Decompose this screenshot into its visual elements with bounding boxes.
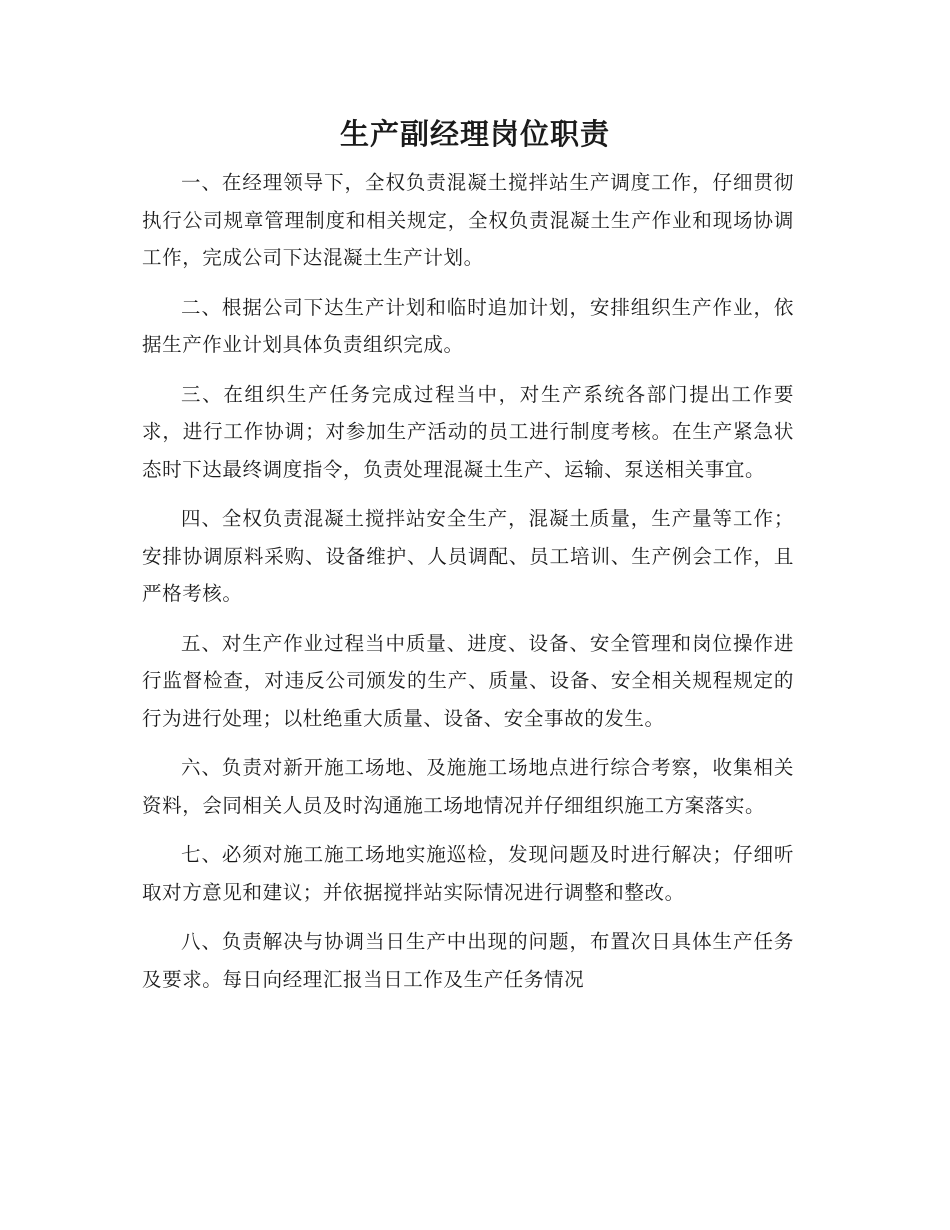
paragraph-7: 七、必须对施工施工场地实施巡检，发现问题及时进行解决；仔细听取对方意见和建议；并依据搅拌站实际情况进行调整和整改。 <box>142 843 794 904</box>
paragraph-8: 八、负责解决与协调当日生产中出现的问题，布置次日具体生产任务及要求。每日向经理汇报当日工作及生产任务情况 <box>142 930 794 991</box>
document-title: 生产副经理岗位职责 <box>339 117 610 151</box>
paragraph-2: 二、根据公司下达生产计划和临时追加计划，安排组织生产作业，依据生产作业计划具体负责组织完成。 <box>142 295 794 356</box>
paragraph-6: 六、负责对新开施工场地、及施施工场地点进行综合考察，收集相关资料，会同相关人员及时沟通施工场地情况并仔细组织施工方案落实。 <box>142 756 794 817</box>
document-body <box>142 164 794 1010</box>
paragraph-3: 三、在组织生产任务完成过程当中，对生产系统各部门提出工作要求，进行工作协调；对参加生产活动的员工进行制度考核。在生产紧急状态时下达最终调度指令，负责处理混凝土生产、运输、泵送相关事宜。 <box>142 382 794 481</box>
paragraph-5: 五、对生产作业过程当中质量、进度、设备、安全管理和岗位操作进行监督检查，对违反公司颁发的生产、质量、设备、安全相关规程规定的行为进行处理；以杜绝重大质量、设备、安全事故的发生。 <box>142 631 794 730</box>
paragraph-1: 一、在经理领导下，全权负责混凝土搅拌站生产调度工作，仔细贯彻执行公司规章管理制度和相关规定，全权负责混凝土生产作业和现场协调工作，完成公司下达混凝土生产计划。 <box>142 171 794 269</box>
paragraph-4: 四、全权负责混凝土搅拌站安全生产，混凝土质量，生产量等工作；安排协调原料采购、设备维护、人员调配、员工培训、生产例会工作，且严格考核。 <box>142 507 794 605</box>
